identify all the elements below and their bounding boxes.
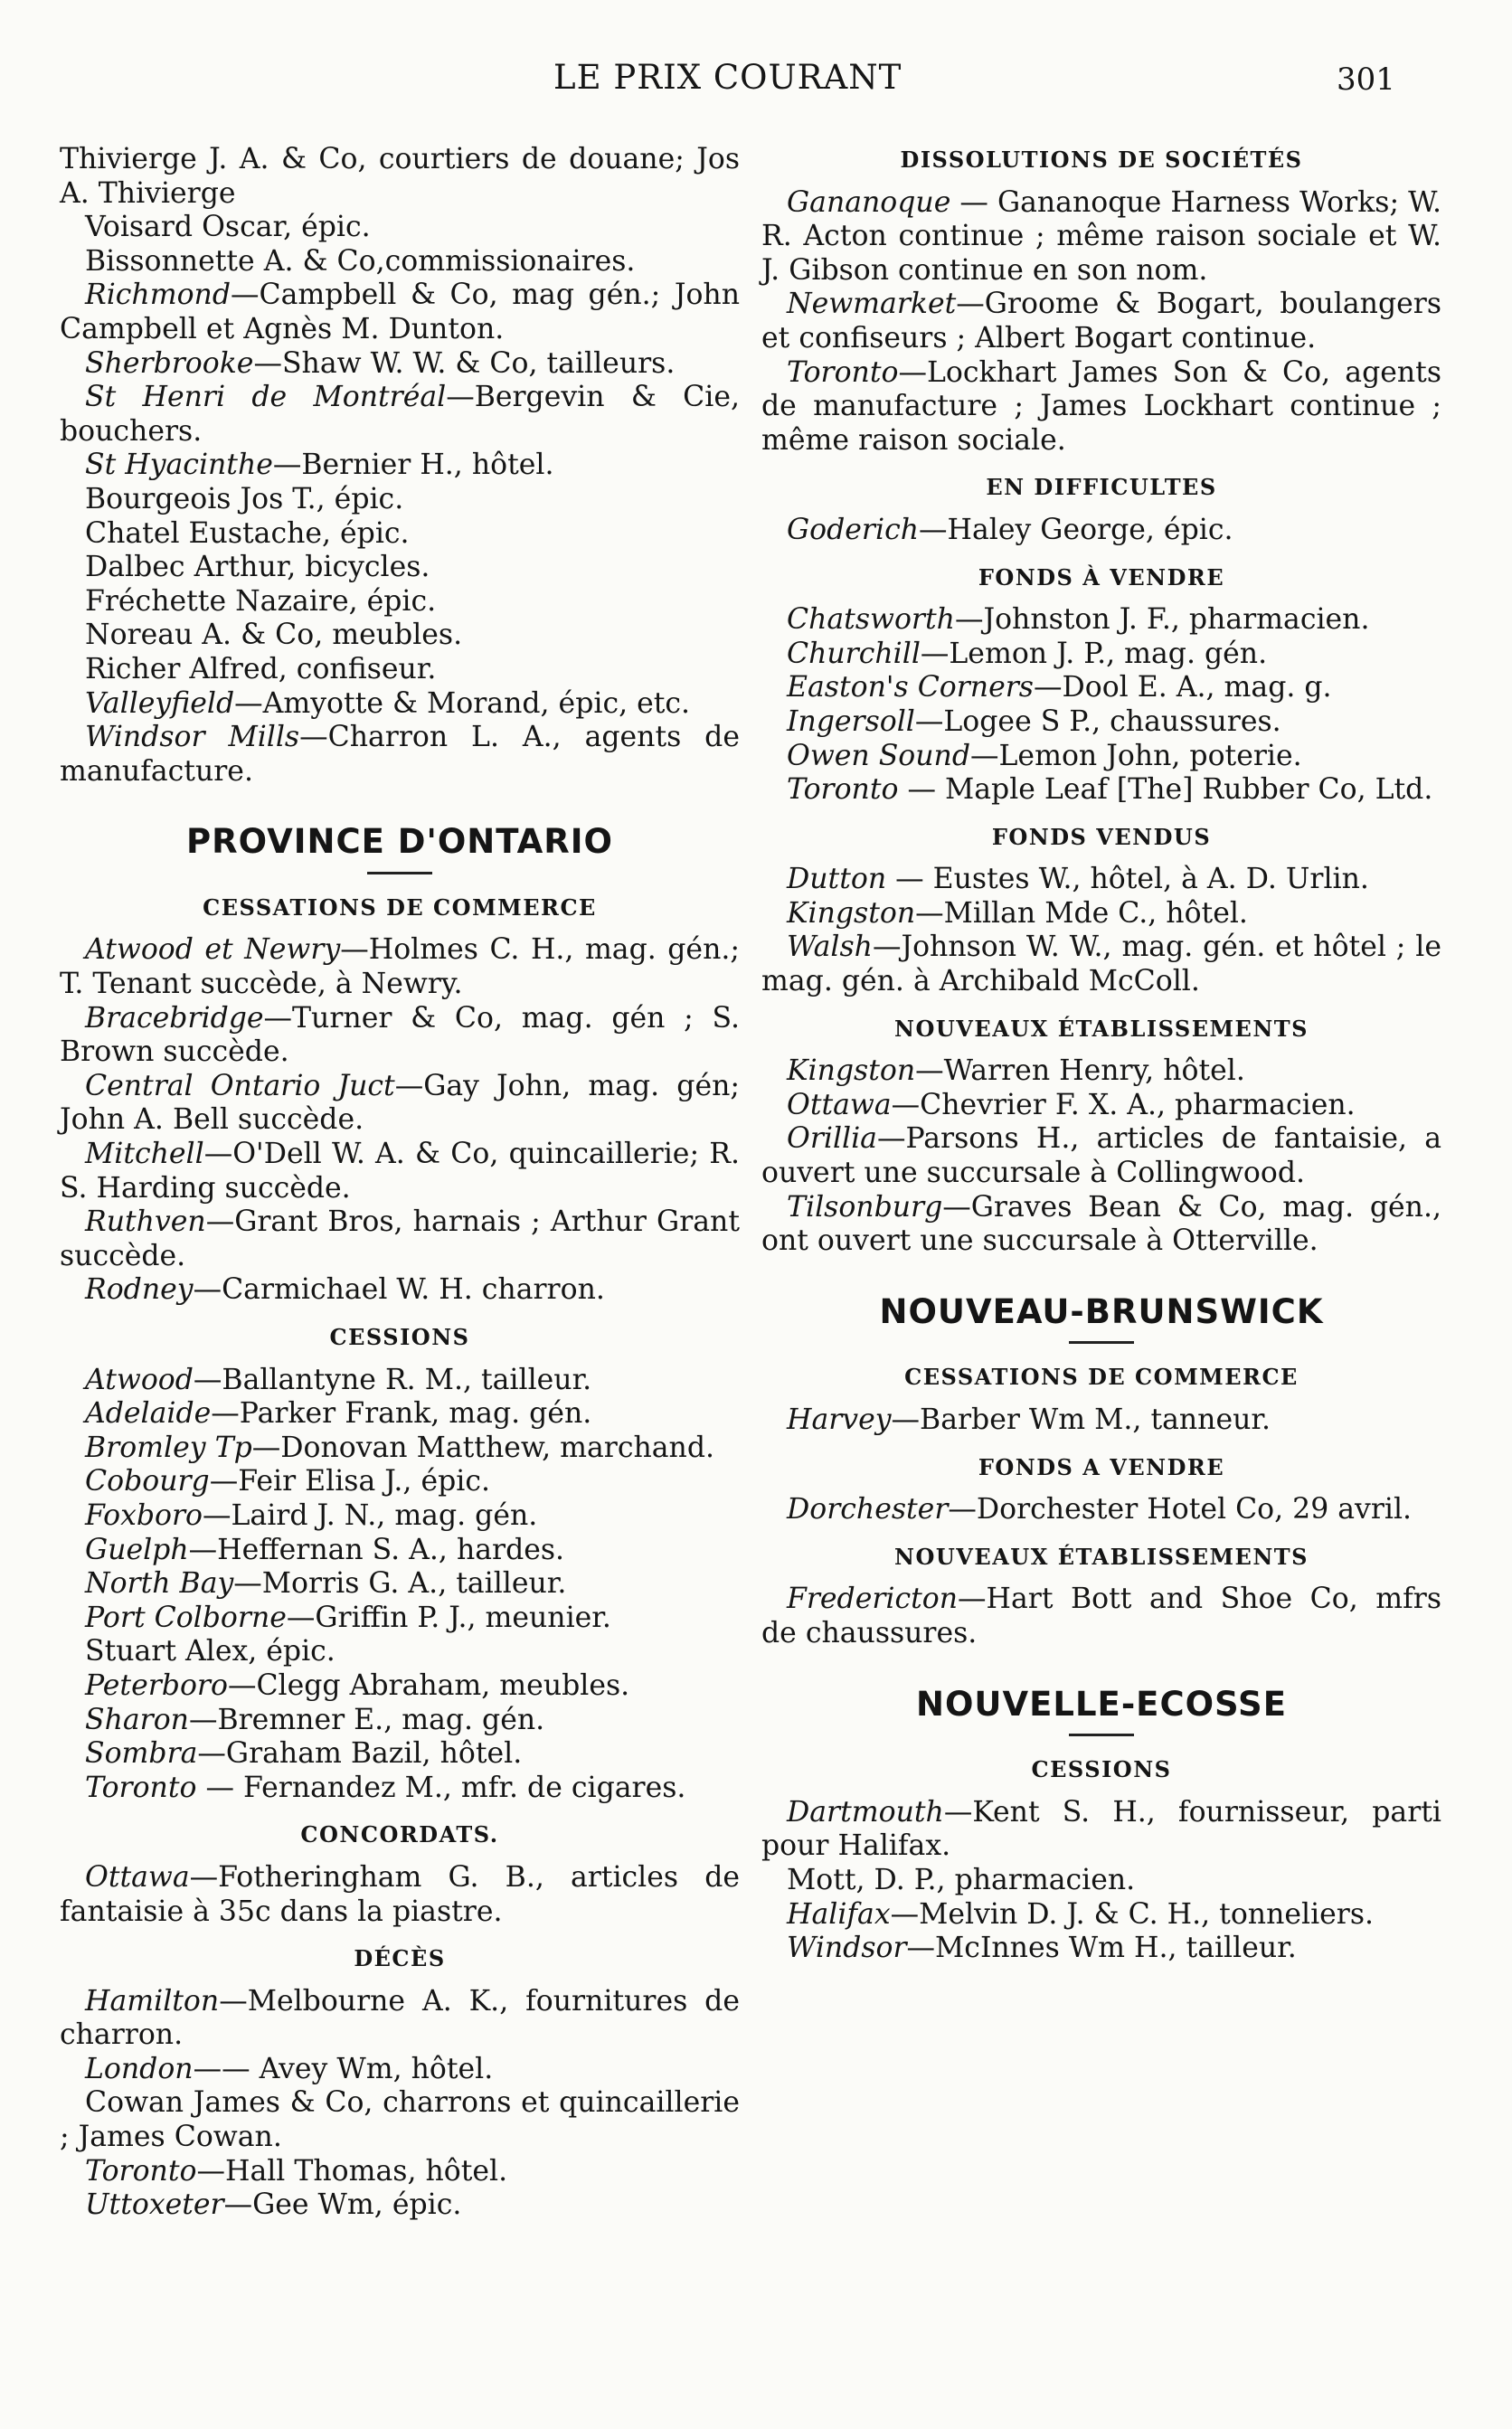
place-name: Chatsworth	[787, 603, 955, 637]
listing-entry	[60, 1635, 740, 1669]
place-name: Ottawa	[787, 1088, 892, 1121]
listing-entry	[60, 1432, 740, 1466]
entry-text: —Feir Elisa J., épic.	[209, 1465, 490, 1498]
listing-entry	[60, 1205, 740, 1273]
place-name: Windsor	[787, 1932, 907, 1965]
place-name: Toronto	[85, 1771, 197, 1804]
entry-text: Noreau A. & Co, meubles.	[85, 619, 463, 652]
entry-text: —Johnson W. W., mag. gén. et hôtel ; le mag. gén. à Archibald McColl.	[761, 931, 1441, 998]
place-name: Fredericton	[787, 1583, 959, 1616]
page-header	[0, 58, 1512, 112]
listing-entry	[761, 897, 1441, 931]
entry-text: —Turner & Co, mag. gén ; S. Brown succède.	[60, 1001, 740, 1069]
entry-text: —Gee Wm, épic.	[223, 2188, 462, 2222]
place-name: Ruthven	[85, 1205, 206, 1239]
listing-entry	[761, 1054, 1441, 1089]
place-name: Uttoxeter	[85, 2188, 224, 2222]
entry-text: Chatel Eustache, épic.	[85, 516, 410, 550]
listing-entry	[60, 1567, 740, 1602]
section-subheading: CESSIONS	[1031, 1756, 1172, 1783]
listing-entry	[60, 1397, 740, 1432]
place-name: Halifax	[787, 1897, 891, 1931]
entry-text: —Graham Bazil, hôtel.	[197, 1737, 523, 1771]
listing-entry	[60, 1465, 740, 1499]
section-subheading: CESSATIONS DE COMMERCE	[203, 893, 597, 921]
entry-text: —Amyotte & Morand, épic, etc.	[234, 686, 691, 720]
entry-text: —Campbell & Co, mag gén.; John Campbell et Agnès M. Dunton.	[60, 279, 740, 345]
place-name: Churchill	[787, 637, 921, 670]
entry-text: —Carmichael W. H. charron.	[193, 1273, 605, 1307]
entry-text: —Haley George, épic.	[919, 513, 1233, 546]
listing-entry	[60, 483, 740, 517]
heading-rule	[1069, 1734, 1134, 1736]
listing-entry	[60, 653, 740, 687]
listing-entry	[60, 1070, 740, 1138]
listing-entry	[60, 2155, 740, 2189]
listing-entry	[60, 245, 740, 279]
province-heading: PROVINCE D'ONTARIO	[186, 822, 613, 862]
entry-text: —Bergevin & Cie, bouchers.	[60, 381, 740, 448]
entry-text: —Hall Thomas, hôtel.	[196, 2154, 508, 2188]
listing-entry	[761, 1404, 1441, 1438]
listing-entry	[60, 1737, 740, 1772]
listing-entry	[761, 1493, 1441, 1527]
place-name: Cobourg	[85, 1465, 210, 1498]
place-name: Gananoque	[787, 185, 951, 219]
entry-text: —Clegg Abraham, meubles.	[227, 1668, 630, 1702]
entry-text: —Parsons H., articles de fantaisie, a ouvert une succursale à Collingwood.	[761, 1122, 1441, 1190]
place-name: Newmarket	[787, 288, 957, 321]
place-name: Sombra	[85, 1737, 198, 1771]
listing-entry	[761, 863, 1441, 897]
listing-entry	[60, 347, 740, 382]
listing-entry	[60, 1861, 740, 1929]
place-name: St Henri de Montréal	[85, 381, 447, 414]
listing-entry	[60, 619, 740, 653]
place-name: Ingersoll	[787, 704, 915, 738]
listing-entry	[60, 1499, 740, 1534]
entry-text: — Gananoque Harness Works; W. R. Acton continue ; même raison sociale et W. J. Gibson continue en son nom.	[761, 185, 1441, 287]
entry-text: —Dorchester Hotel Co, 29 avril.	[948, 1493, 1413, 1526]
listing-entry	[761, 705, 1441, 740]
right-column	[761, 143, 1441, 1966]
place-name: Atwood	[85, 1363, 194, 1396]
place-name: Atwood et Newry	[85, 933, 341, 967]
entry-text: —Ballantyne R. M., tailleur.	[193, 1363, 592, 1396]
entry-text: —Heffernan S. A., hardes.	[188, 1533, 565, 1566]
entry-text: —Grant Bros, harnais ; Arthur Grant succède.	[60, 1205, 740, 1272]
entry-text: Cowan James & Co, charrons et quincaillerie ; James Cowan.	[60, 2086, 740, 2154]
entry-text: —McInnes Wm H., tailleur.	[906, 1932, 1297, 1965]
entry-text: —Melbourne A. K., fournitures de charron.	[60, 1984, 740, 2052]
listing-entry	[761, 671, 1441, 705]
entry-text: —Parker Frank, mag. gén.	[211, 1397, 592, 1431]
section-subheading: FONDS A VENDRE	[978, 1453, 1225, 1480]
listing-entry	[761, 186, 1441, 288]
entry-text: Bissonnette A. & Co,commissionaires.	[85, 244, 636, 278]
place-name: Sharon	[85, 1703, 189, 1736]
section-subheading: FONDS VENDUS	[991, 823, 1212, 850]
listing-entry	[60, 585, 740, 619]
place-name: Sherbrooke	[85, 346, 254, 380]
left-column	[60, 143, 740, 2223]
page-number: 301	[1337, 61, 1395, 98]
section-subheading: EN DIFFICULTES	[986, 474, 1217, 501]
listing-entry	[761, 288, 1441, 355]
listing-entry	[761, 1898, 1441, 1933]
place-name: Peterboro	[85, 1668, 228, 1702]
place-name: Port Colborne	[85, 1601, 287, 1634]
heading-rule	[1069, 1341, 1134, 1344]
entry-text: Voisard Oscar, épic.	[85, 211, 371, 244]
listing-entry	[761, 1089, 1441, 1123]
entry-text: Fréchette Nazaire, épic.	[85, 584, 437, 618]
listing-entry	[60, 2188, 740, 2223]
entry-text: Bourgeois Jos T., épic.	[85, 482, 404, 515]
entry-text: —Bremner E., mag. gén.	[188, 1703, 545, 1736]
entry-text: —Dool E. A., mag. g.	[1033, 671, 1332, 704]
entry-text: —Lemon J. P., mag. gén.	[920, 637, 1268, 670]
place-name: Mitchell	[85, 1138, 204, 1171]
province-heading: NOUVEAU-BRUNSWICK	[879, 1291, 1324, 1331]
place-name: North Bay	[85, 1567, 234, 1601]
listing-entry	[60, 449, 740, 483]
entry-text: Richer Alfred, confiseur.	[85, 652, 437, 685]
entry-text: —Millan Mde C., hôtel.	[915, 896, 1248, 930]
entry-text: —Laird J. N., mag. gén.	[203, 1498, 538, 1532]
place-name: Bracebridge	[85, 1001, 264, 1035]
listing-entry	[60, 1704, 740, 1738]
entry-text: —Donovan Matthew, marchand.	[251, 1431, 715, 1464]
entry-text: —Melvin D. J. & C. H., tonneliers.	[890, 1897, 1375, 1931]
entry-text: Mott, D. P., pharmacien.	[787, 1863, 1136, 1896]
listing-entry	[60, 1985, 740, 2053]
entry-text: —Logee S P., chaussures.	[914, 704, 1281, 738]
listing-entry	[761, 931, 1441, 998]
place-name: Toronto	[787, 355, 899, 389]
section-subheading: DÉCÈS	[354, 1945, 446, 1972]
entry-text: —Charron L. A., agents de manufacture.	[60, 721, 740, 788]
entry-text: —Johnston J. F., pharmacien.	[954, 603, 1370, 637]
entry-text: —Bernier H., hôtel.	[272, 449, 554, 482]
section-subheading: DISSOLUTIONS DE SOCIÉTÉS	[900, 146, 1303, 173]
listing-entry	[60, 2086, 740, 2154]
section-subheading: CESSIONS	[329, 1324, 470, 1350]
entry-text: Thivierge J. A. & Co, courtiers de douane; Jos A. Thivierge	[60, 143, 740, 210]
entry-text: —Lemon John, poterie.	[970, 739, 1302, 772]
listing-entry	[761, 356, 1441, 458]
place-name: Dutton	[787, 863, 887, 896]
place-name: Easton's Corners	[787, 671, 1034, 704]
listing-entry	[761, 1932, 1441, 1966]
place-name: Ottawa	[85, 1860, 190, 1894]
place-name: Harvey	[787, 1404, 892, 1436]
listing-entry	[60, 1138, 740, 1205]
listing-entry	[60, 279, 740, 346]
entry-text: —Gay John, mag. gén; John A. Bell succède.	[60, 1069, 740, 1137]
place-name: Owen Sound	[787, 739, 971, 772]
place-name: Rodney	[85, 1273, 194, 1307]
place-name: Central Ontario Juct	[85, 1069, 395, 1102]
entry-text: Dalbec Arthur, bicycles.	[85, 551, 430, 584]
listing-entry	[60, 1602, 740, 1636]
place-name: Adelaide	[85, 1397, 212, 1431]
entry-text: —Chevrier F. X. A., pharmacien.	[891, 1088, 1356, 1121]
entry-text: Stuart Alex, épic.	[85, 1635, 335, 1668]
listing-entry	[761, 603, 1441, 638]
listing-entry	[761, 1583, 1441, 1650]
entry-text: —Morris G. A., tailleur.	[233, 1567, 567, 1601]
listing-entry	[60, 2053, 740, 2087]
entry-text: —Shaw W. W. & Co, tailleurs.	[253, 346, 676, 380]
entry-text: —Groome & Bogart, boulangers et confiseurs ; Albert Bogart continue.	[761, 288, 1441, 354]
entry-text: —Kent S. H., fournisseur, parti pour Halifax.	[761, 1795, 1441, 1863]
place-name: Richmond	[85, 279, 232, 312]
entry-text: —Hart Bott and Shoe Co, mfrs de chaussures.	[761, 1583, 1441, 1649]
entry-text: —Barber Wm M., tanneur.	[891, 1404, 1271, 1436]
place-name: Toronto	[787, 773, 899, 807]
heading-rule	[367, 872, 432, 874]
listing-entry	[60, 1364, 740, 1398]
listing-entry	[60, 1002, 740, 1070]
entry-text: —Holmes C. H., mag. gén.; T. Tenant succède, à Newry.	[60, 933, 740, 1001]
listing-entry	[60, 933, 740, 1001]
listing-entry	[761, 1864, 1441, 1898]
place-name: Foxboro	[85, 1498, 203, 1532]
place-name: Walsh	[787, 931, 873, 964]
place-name: Tilsonburg	[787, 1190, 943, 1224]
place-name: Valleyfield	[85, 686, 235, 720]
section-subheading: FONDS À VENDRE	[978, 563, 1225, 591]
section-subheading: NOUVEAUX ÉTABLISSEMENTS	[894, 1543, 1309, 1570]
place-name: Dartmouth	[787, 1795, 944, 1829]
listing-entry	[761, 514, 1441, 548]
place-name: Bromley Tp	[85, 1431, 252, 1464]
listing-entry	[60, 1534, 740, 1568]
listing-entry	[60, 1669, 740, 1704]
place-name: Goderich	[787, 513, 919, 546]
entry-text: —— Avey Wm, hôtel.	[193, 2052, 494, 2085]
listing-entry	[60, 211, 740, 245]
place-name: Windsor Mills	[85, 721, 300, 754]
place-name: Kingston	[787, 896, 916, 930]
listing-entry	[60, 687, 740, 722]
place-name: Guelph	[85, 1533, 189, 1566]
entry-text: —Warren Henry, hôtel.	[915, 1054, 1245, 1088]
province-heading: NOUVELLE-ECOSSE	[916, 1684, 1287, 1724]
listing-entry	[761, 740, 1441, 774]
listing-entry	[60, 1772, 740, 1806]
place-name: Kingston	[787, 1054, 916, 1088]
place-name: Dorchester	[787, 1493, 949, 1526]
listing-entry	[60, 517, 740, 552]
place-name: Orillia	[787, 1122, 877, 1156]
listing-entry	[60, 143, 740, 211]
entry-text: — Maple Leaf [The] Rubber Co, Ltd.	[898, 773, 1433, 807]
listing-entry	[60, 721, 740, 789]
place-name: Toronto	[85, 2154, 197, 2188]
section-subheading: CESSATIONS DE COMMERCE	[904, 1364, 1299, 1391]
journal-title: LE PRIX COURANT	[553, 58, 902, 97]
listing-entry	[761, 638, 1441, 672]
entry-text: —Fotheringham G. B., articles de fantaisie à 35c dans la piastre.	[60, 1860, 740, 1928]
place-name: St Hyacinthe	[85, 449, 273, 482]
section-subheading: NOUVEAUX ÉTABLISSEMENTS	[894, 1015, 1309, 1042]
entry-text: — Eustes W., hôtel, à A. D. Urlin.	[886, 863, 1369, 896]
listing-entry	[60, 381, 740, 449]
listing-entry	[60, 1273, 740, 1308]
listing-entry	[761, 1191, 1441, 1259]
entry-text: — Fernandez M., mfr. de cigares.	[196, 1771, 686, 1804]
entry-text: —Griffin P. J., meunier.	[286, 1601, 611, 1634]
entry-text: —Graves Bean & Co, mag. gén., ont ouvert une succursale à Otterville.	[761, 1190, 1441, 1258]
section-subheading: CONCORDATS.	[300, 1821, 499, 1848]
place-name: Hamilton	[85, 1984, 220, 2018]
listing-entry	[761, 773, 1441, 808]
place-name: London	[85, 2052, 194, 2085]
entry-text: —Lockhart James Son & Co, agents de manufacture ; James Lockhart continue ; même raison sociale.	[761, 355, 1441, 457]
entry-text: —O'Dell W. A. & Co, quincaillerie; R. S. Harding succède.	[60, 1138, 740, 1205]
listing-entry	[761, 1122, 1441, 1190]
listing-entry	[60, 551, 740, 585]
listing-entry	[761, 1796, 1441, 1864]
